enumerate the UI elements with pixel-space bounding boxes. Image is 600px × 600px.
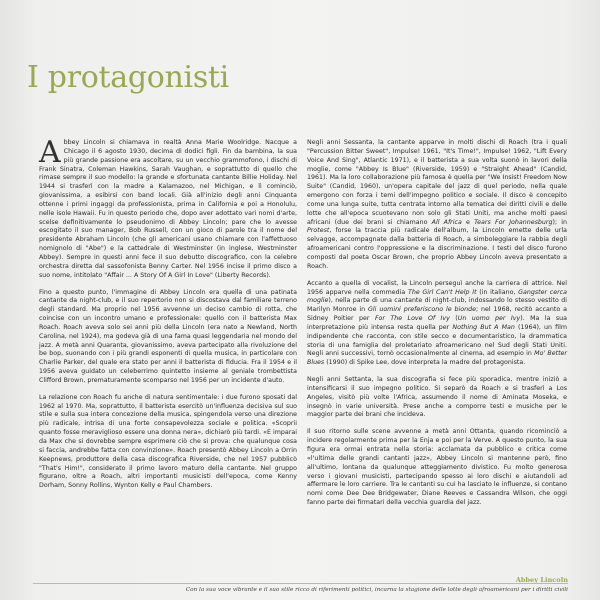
film-title: Gli uomini preferiscono le bionde xyxy=(368,306,476,314)
caption-label: Abbey Lincoln xyxy=(515,576,568,584)
text-run: ; nel 1968, recitò accanto a Sidney Poitier per xyxy=(307,306,568,323)
film-title: Mo' Better Blues xyxy=(307,350,567,367)
text-run: (in italiano, xyxy=(476,288,519,296)
caption-divider xyxy=(33,583,568,584)
paragraph-text: bbey Lincoln si chiamava in realtà Anna Marie Woolridge. Nacque a Chicago il 6 agosto 1930, decima di dodici figli. Fin da bambina, la sua più grande passione era ascoltare, su un vecchio grammofono, i dischi di Frank Sinatra, Coleman Hawkins, Sarah Vaughan, e soprattutto di quello che rimase sempre il suo modello: la grande e sfortunata cantante Billie Holiday. Nel 1944 si trasferì con la madre a Kalamazoo, nel Michigan, e lì cominciò, giovanissima, a esibirsi con band locali. Già all'inizio degli anni Cinquanta ottenne i primi ingaggi da professionista, prima in California e poi a Honolulu, nelle isole Hawaii. Fu in questo periodo che, dopo aver adottato vari nomi d'arte, scelse definitivamente lo pseudonimo di Abbey Lincoln; pare che lo avesse escogitato il suo manager, Bob Russell, con un gioco di parole tra il nome del presidente Abraham Lincoln (che gli americani usano chiamare con l'affettuoso nomignolo di "Abe") e la cattedrale di Westminster (in inglese, Westminster Abbey). Sempre in questi anni fece il suo debutto discografico, con la celebre orchestra diretta dal sassofonista Benny Carter. Nel 1956 incise il primo disco a suo nome, intitolato "Affair ... A Story Of A Girl In Love" (Liberty Records). xyxy=(39,139,297,279)
paragraph xyxy=(39,135,297,281)
film-title: Un uomo per Ivy xyxy=(457,315,521,323)
right-column xyxy=(307,139,567,516)
text-run: Accanto a quella di vocalist, la Lincoln perseguì anche la carriera di attrice. Nel 1956 apparve nella commedia xyxy=(307,279,567,296)
film-title: Nothing But A Man xyxy=(452,323,515,331)
text-run: ). Ma la sua interpretazione più intensa resta quella per xyxy=(307,315,567,331)
song-title: Protest xyxy=(307,227,330,235)
film-title: The Girl Can't Help It xyxy=(407,288,477,296)
paragraph: Fino a questo punto, l'immagine di Abbey Lincoln era quella di una patinata cantante da night-club, e il suo repertorio non si discostava dal familiare terreno degli standard. Ma proprio nel 1956 avvenne un deciso cambio di rotta, che coincise con un incontro umano e professionale: quello con il batterista Max Roach. Roach aveva solo sei anni più della Lincoln (era nato a Newland, North Carolina, nel 1924), ma godeva già di una fama quasi leggendaria nel mondo del jazz. A metà anni Quaranta, giovanissimo, aveva partecipato alla rivoluzione del be bop, suonando con i più grandi esponenti di quella musica, in particolare con Charlie Parker, del quale era stato per anni il batterista di fiducia. Fra il 1954 e il 1956 aveva guidato un celeberrimo quintetto insieme al geniale trombettista Clifford Brown, prematuramente scomparso nel 1956 per un incidente d'auto. xyxy=(39,288,297,384)
text-run: Negli anni Sessanta, la cantante apparve in molti dischi di Roach (tra i quali "Percussion Bitter Sweet", Impulse! 1961, "It's Time!", Impulse! 1962, "Lift Every Voice And Sing", Atlantic 1971), e il batterista a sua volta suonò in lavori della moglie, come "Abbey Is Blue" (Riverside, 1959) e "Straight Ahead" (Candid, 1961). Ma la loro collaborazione più famosa è quella per "We Insist! Freedom Now Suite" (Candid, 1960), un'opera capitale del jazz di quel periodo, nella quale emergono con forza i temi dell'impegno politico e sociale. Il disco è concepito come una lunga suite, tutta centrata intorno alla tematica dei diritti civili e delle lotte che all'epoca scuotevano non solo gli Stati Uniti, ma anche molti paesi africani (due dei brani si chiamano xyxy=(307,139,567,226)
film-title: For The Love Of Ivy xyxy=(374,315,450,323)
left-column xyxy=(39,135,297,499)
paragraph: Negli anni Settanta, la sua discografia si fece più sporadica, mentre iniziò a intensificarsi il suo impegno politico. Si separò da Roach e si trasferì a Los Angeles, visitò più volte l'Africa, assumendo il nome di Aminata Moseka, e insegnò in varie università. Prese anche a comporre testi e musiche per le maggior parte dei brani che incideva. xyxy=(307,376,567,419)
paragraph: La relazione con Roach fu anche di natura sentimentale: i due furono sposati dal 1962 al 1970. Ma, soprattutto, il batterista esercitò un'influenza decisiva sul suo stile e sulla sua intera concezione della musica, spingendola verso una direzione più radicale, intrisa di una forte consapevolezza sociale e politica. «Scoprii quanto fosse meraviglioso essere una donna nera», dichiarò più tardi. «E imparai da Max che si dovrebbe sempre esprimere ciò che si prova: che qualunque cosa si faccia, andrebbe fatta con convinzione». Roach presentò Abbey Lincoln a Orrin Keepnews, produttore della casa discografica Riverside, che nel 1957 pubblicò "That's Him!", considerato il primo lavoro maturo della cantante. Nel gruppo figurano, oltre a Roach, altri importanti musicisti dell'epoca, come Kenny Dorham, Sonny Rollins, Wynton Kelly e Paul Chambers. xyxy=(39,393,297,490)
caption-text: Con la sua voce vibrante e il suo stile ricco di riferimenti politici, incarna la stagione delle lotte degli afroamericani per i diritti civili xyxy=(185,587,568,593)
paragraph: Il suo ritorno sulle scene avvenne a metà anni Ottanta, quando ricominciò a incidere regolarmente prima per la Enja e poi per la Verve. A questo punto, la sua figura era ormai entrata nella storia: acclamata da pubblico e critica come «l'ultima delle grandi cantanti jazz», Abbey Lincoln si mantenne però, fino all'ultimo, lontana da qualunque atteggiamento divistico. Fu molto generosa verso i giovani musicisti, partecipando spesso ai loro dischi e aiutandoli ad affermare le loro carriere. Tra le cantanti su cui ha lasciato le influenze, si contano nomi come Dee Dee Bridgewater, Diane Reeves e Cassandra Wilson, che oggi fanno parte dei firmatari della vecchia guardia del jazz. xyxy=(307,428,567,507)
paragraph xyxy=(307,280,567,368)
text-run: e xyxy=(461,218,475,226)
text-run: (1990) di Spike Lee, dove interpreta la madre del protagonista. xyxy=(324,359,526,367)
text-run: ), nella parte di una cantante di night-club, indossando lo stesso vestito di Marilyn Monroe in xyxy=(307,297,567,314)
text-run: ); in xyxy=(552,218,567,226)
text-run: (1964), un film indipendente che racconta, con stile secco e documentaristico, la drammatica storia di una famiglia del proletariato afroamericano nel Sud degli Stati Uniti. Negli anni successivi, tornò occasionalmente al cinema, ad esempio in xyxy=(307,323,568,358)
drop-cap: A xyxy=(39,135,61,170)
text-run: ( xyxy=(449,315,458,323)
page-title: I protagonisti xyxy=(27,60,229,95)
text-run: , forse la traccia più radicale dell'album, la Lincoln emette delle urla selvagge, accompagnate dalla batteria di Roach, a simboleggiare la rabbia degli afroamericani contro l'oppressione e la discriminazione. I testi del disco furono composti dal poeta Oscar Brown, che proprio Abbey Lincoln aveva presentato a Roach. xyxy=(307,227,567,270)
song-title: All Africa xyxy=(431,218,462,226)
song-title: Tears For Johannesburg xyxy=(474,218,553,226)
paragraph xyxy=(307,139,567,272)
film-title: Gangster cerca moglie xyxy=(307,288,568,305)
